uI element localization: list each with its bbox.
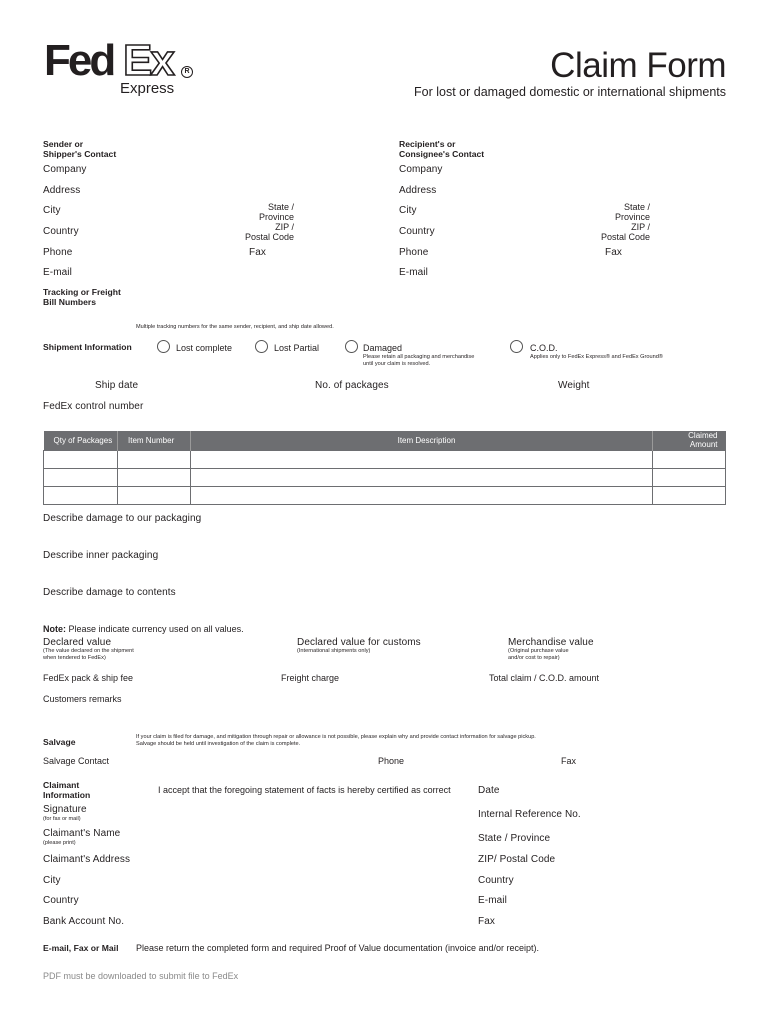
cell-input[interactable] bbox=[191, 486, 653, 504]
ship-date-field[interactable]: Ship date bbox=[95, 380, 139, 391]
sender-phone-field[interactable]: Phone bbox=[43, 247, 73, 258]
recipient-zip-line1: ZIP / bbox=[631, 222, 650, 232]
weight-field[interactable]: Weight bbox=[558, 380, 590, 391]
form-title: Claim Form bbox=[550, 46, 726, 85]
recipient-email-field[interactable]: E-mail bbox=[399, 267, 428, 278]
cell-input[interactable] bbox=[118, 450, 191, 468]
certification-statement: I accept that the foregoing statement of facts is hereby certified as correct bbox=[158, 785, 451, 795]
col-item-description: Item Description bbox=[191, 431, 653, 450]
internal-reference-field[interactable]: Internal Reference No. bbox=[478, 809, 581, 820]
salvage-fax-field[interactable]: Fax bbox=[561, 756, 577, 766]
damaged-label: Damaged bbox=[363, 343, 403, 353]
state-province-field[interactable]: State / Province bbox=[478, 833, 551, 844]
submit-instructions: Please return the completed form and required Proof of Value documentation (invoice and/or receipt). bbox=[136, 943, 540, 953]
sender-zip-line2: Postal Code bbox=[244, 232, 294, 242]
inner-packaging-field[interactable]: Describe inner packaging bbox=[43, 550, 159, 561]
merchandise-note-line2: and/or cost to repair) bbox=[508, 655, 560, 661]
declared-note-line1: (The value declared on the shipment bbox=[43, 648, 134, 654]
recipient-heading bbox=[399, 139, 484, 159]
form-subtitle: For lost or damaged domestic or international shipments bbox=[414, 85, 726, 99]
salvage-note-line1: If your claim is filed for damage, and mitigation through repair or allowance is not possible, please explain why and provide contact information for salvage pickup. bbox=[136, 734, 536, 740]
cell-input[interactable] bbox=[118, 486, 191, 504]
recipient-company-field[interactable]: Company bbox=[399, 164, 443, 175]
fedex-express-logo bbox=[44, 38, 196, 100]
salvage-phone-field[interactable]: Phone bbox=[378, 756, 405, 766]
control-number-field[interactable]: FedEx control number bbox=[43, 401, 144, 412]
damaged-note-line1: Please retain all packaging and merchandise bbox=[363, 354, 475, 360]
sender-email-field[interactable]: E-mail bbox=[43, 267, 72, 278]
claimant-email-field[interactable]: E-mail bbox=[478, 895, 507, 906]
merchandise-note-line1: (Original purchase value bbox=[508, 648, 569, 654]
registered-mark-icon: R bbox=[181, 66, 193, 78]
recipient-state-line1: State / bbox=[623, 202, 650, 212]
damaged-note bbox=[363, 354, 474, 368]
declared-note-line2: when tendered to FedEx) bbox=[43, 655, 106, 661]
sender-state-field[interactable] bbox=[240, 202, 294, 222]
merchandise-value-field[interactable]: Merchandise value bbox=[508, 637, 594, 648]
currency-note bbox=[43, 624, 244, 634]
table-row bbox=[44, 468, 726, 486]
cod-note: Applies only to FedEx Express® and FedEx Ground® bbox=[530, 354, 663, 360]
cell-input[interactable] bbox=[653, 450, 726, 468]
table-row bbox=[44, 486, 726, 504]
tracking-note: Multiple tracking numbers for the same sender, recipient, and ship date allowed. bbox=[136, 324, 334, 330]
claimant-name-note: (please print) bbox=[43, 840, 76, 846]
damage-packaging-field[interactable]: Describe damage to our packaging bbox=[43, 513, 202, 524]
tracking-heading-line2: Bill Numbers bbox=[43, 297, 97, 307]
sender-city-field[interactable]: City bbox=[43, 205, 61, 216]
recipient-country-field[interactable]: Country bbox=[399, 226, 435, 237]
recipient-zip-field[interactable] bbox=[596, 222, 650, 242]
cell-input[interactable] bbox=[118, 468, 191, 486]
claimant-country-right-field[interactable]: Country bbox=[478, 875, 514, 886]
salvage-heading: Salvage bbox=[43, 737, 76, 747]
items-table-header bbox=[44, 431, 726, 450]
claimant-heading-line1: Claimant bbox=[43, 780, 80, 790]
shipment-heading: Shipment Information bbox=[43, 342, 132, 352]
bank-account-field[interactable]: Bank Account No. bbox=[43, 916, 125, 927]
claimant-name-field[interactable]: Claimant's Name bbox=[43, 828, 121, 839]
customer-remarks-field[interactable]: Customers remarks bbox=[43, 694, 122, 704]
cell-input[interactable] bbox=[653, 486, 726, 504]
salvage-note-line2: Salvage should be held until investigation of the claim is complete. bbox=[136, 741, 301, 747]
cell-input[interactable] bbox=[191, 468, 653, 486]
cell-input[interactable] bbox=[44, 468, 118, 486]
pack-ship-fee-field[interactable]: FedEx pack & ship fee bbox=[43, 673, 134, 683]
signature-note: (for fax or mail) bbox=[43, 816, 81, 822]
declared-customs-note: (International shipments only) bbox=[297, 648, 371, 654]
recipient-phone-field[interactable]: Phone bbox=[399, 247, 429, 258]
sender-address-field[interactable]: Address bbox=[43, 185, 81, 196]
signature-field[interactable]: Signature bbox=[43, 804, 87, 815]
freight-charge-field[interactable]: Freight charge bbox=[281, 673, 340, 683]
submit-method-heading: E-mail, Fax or Mail bbox=[43, 943, 119, 953]
sender-heading bbox=[43, 139, 116, 159]
sender-zip-line1: ZIP / bbox=[275, 222, 294, 232]
items-table bbox=[43, 431, 726, 505]
sender-fax-field[interactable]: Fax bbox=[249, 247, 266, 258]
declared-value-note bbox=[43, 648, 134, 662]
recipient-heading-line1: Recipient's or bbox=[399, 139, 456, 149]
claimant-country-field[interactable]: Country bbox=[43, 895, 79, 906]
total-claim-field[interactable]: Total claim / C.O.D. amount bbox=[489, 673, 600, 683]
declared-customs-field[interactable]: Declared value for customs bbox=[297, 637, 421, 648]
cell-input[interactable] bbox=[653, 468, 726, 486]
merchandise-value-note bbox=[508, 648, 569, 662]
logo-fed-text: Fed bbox=[44, 36, 114, 85]
col-qty-packages: Qty of Packages bbox=[44, 431, 118, 450]
recipient-city-field[interactable]: City bbox=[399, 205, 417, 216]
salvage-contact-field[interactable]: Salvage Contact bbox=[43, 756, 110, 766]
recipient-state-field[interactable] bbox=[596, 202, 650, 222]
col-claimed-amount: Claimed Amount bbox=[653, 431, 726, 450]
claimant-address-field[interactable]: Claimant's Address bbox=[43, 854, 131, 865]
cod-label: C.O.D. bbox=[530, 343, 558, 353]
note-text: Please indicate currency used on all values. bbox=[66, 624, 244, 634]
damaged-radio[interactable] bbox=[345, 340, 358, 353]
damage-contents-field[interactable]: Describe damage to contents bbox=[43, 587, 176, 598]
sender-zip-field[interactable] bbox=[240, 222, 294, 242]
logo-express-text: Express bbox=[120, 80, 175, 97]
logo-ex-text: Ex bbox=[123, 36, 173, 85]
claimant-fax-field[interactable]: Fax bbox=[478, 916, 495, 927]
cell-input[interactable] bbox=[44, 486, 118, 504]
recipient-address-field[interactable]: Address bbox=[399, 185, 437, 196]
damaged-note-line2: until your claim is resolved. bbox=[363, 361, 431, 367]
num-packages-field[interactable]: No. of packages bbox=[315, 380, 389, 391]
lost-complete-radio[interactable] bbox=[157, 340, 170, 353]
lost-partial-label: Lost Partial bbox=[274, 343, 320, 353]
sender-state-line1: State / bbox=[267, 202, 294, 212]
cell-input[interactable] bbox=[44, 450, 118, 468]
sender-state-line2: Province bbox=[258, 212, 294, 222]
claimant-city-field[interactable]: City bbox=[43, 875, 61, 886]
note-bold: Note: bbox=[43, 624, 66, 634]
lost-complete-label: Lost complete bbox=[176, 343, 233, 353]
tracking-heading[interactable] bbox=[43, 287, 121, 307]
date-field[interactable]: Date bbox=[478, 785, 500, 796]
claimant-heading bbox=[43, 780, 90, 800]
sender-country-field[interactable]: Country bbox=[43, 226, 79, 237]
pdf-download-note: PDF must be downloaded to submit file to FedEx bbox=[43, 971, 239, 981]
recipient-heading-line2: Consignee's Contact bbox=[399, 149, 485, 159]
cod-radio[interactable] bbox=[510, 340, 523, 353]
tracking-heading-line1: Tracking or Freight bbox=[43, 287, 121, 297]
salvage-note bbox=[136, 734, 536, 748]
recipient-fax-field[interactable]: Fax bbox=[605, 247, 622, 258]
sender-company-field[interactable]: Company bbox=[43, 164, 87, 175]
cell-input[interactable] bbox=[191, 450, 653, 468]
lost-partial-radio[interactable] bbox=[255, 340, 268, 353]
col-item-number: Item Number bbox=[118, 431, 191, 450]
recipient-zip-line2: Postal Code bbox=[600, 232, 650, 242]
declared-value-field[interactable]: Declared value bbox=[43, 637, 112, 648]
recipient-state-line2: Province bbox=[614, 212, 650, 222]
zip-postal-field[interactable]: ZIP/ Postal Code bbox=[478, 854, 556, 865]
sender-heading-line1: Sender or bbox=[43, 139, 84, 149]
sender-heading-line2: Shipper's Contact bbox=[43, 149, 117, 159]
table-row bbox=[44, 450, 726, 468]
claimant-heading-line2: Information bbox=[43, 790, 91, 800]
